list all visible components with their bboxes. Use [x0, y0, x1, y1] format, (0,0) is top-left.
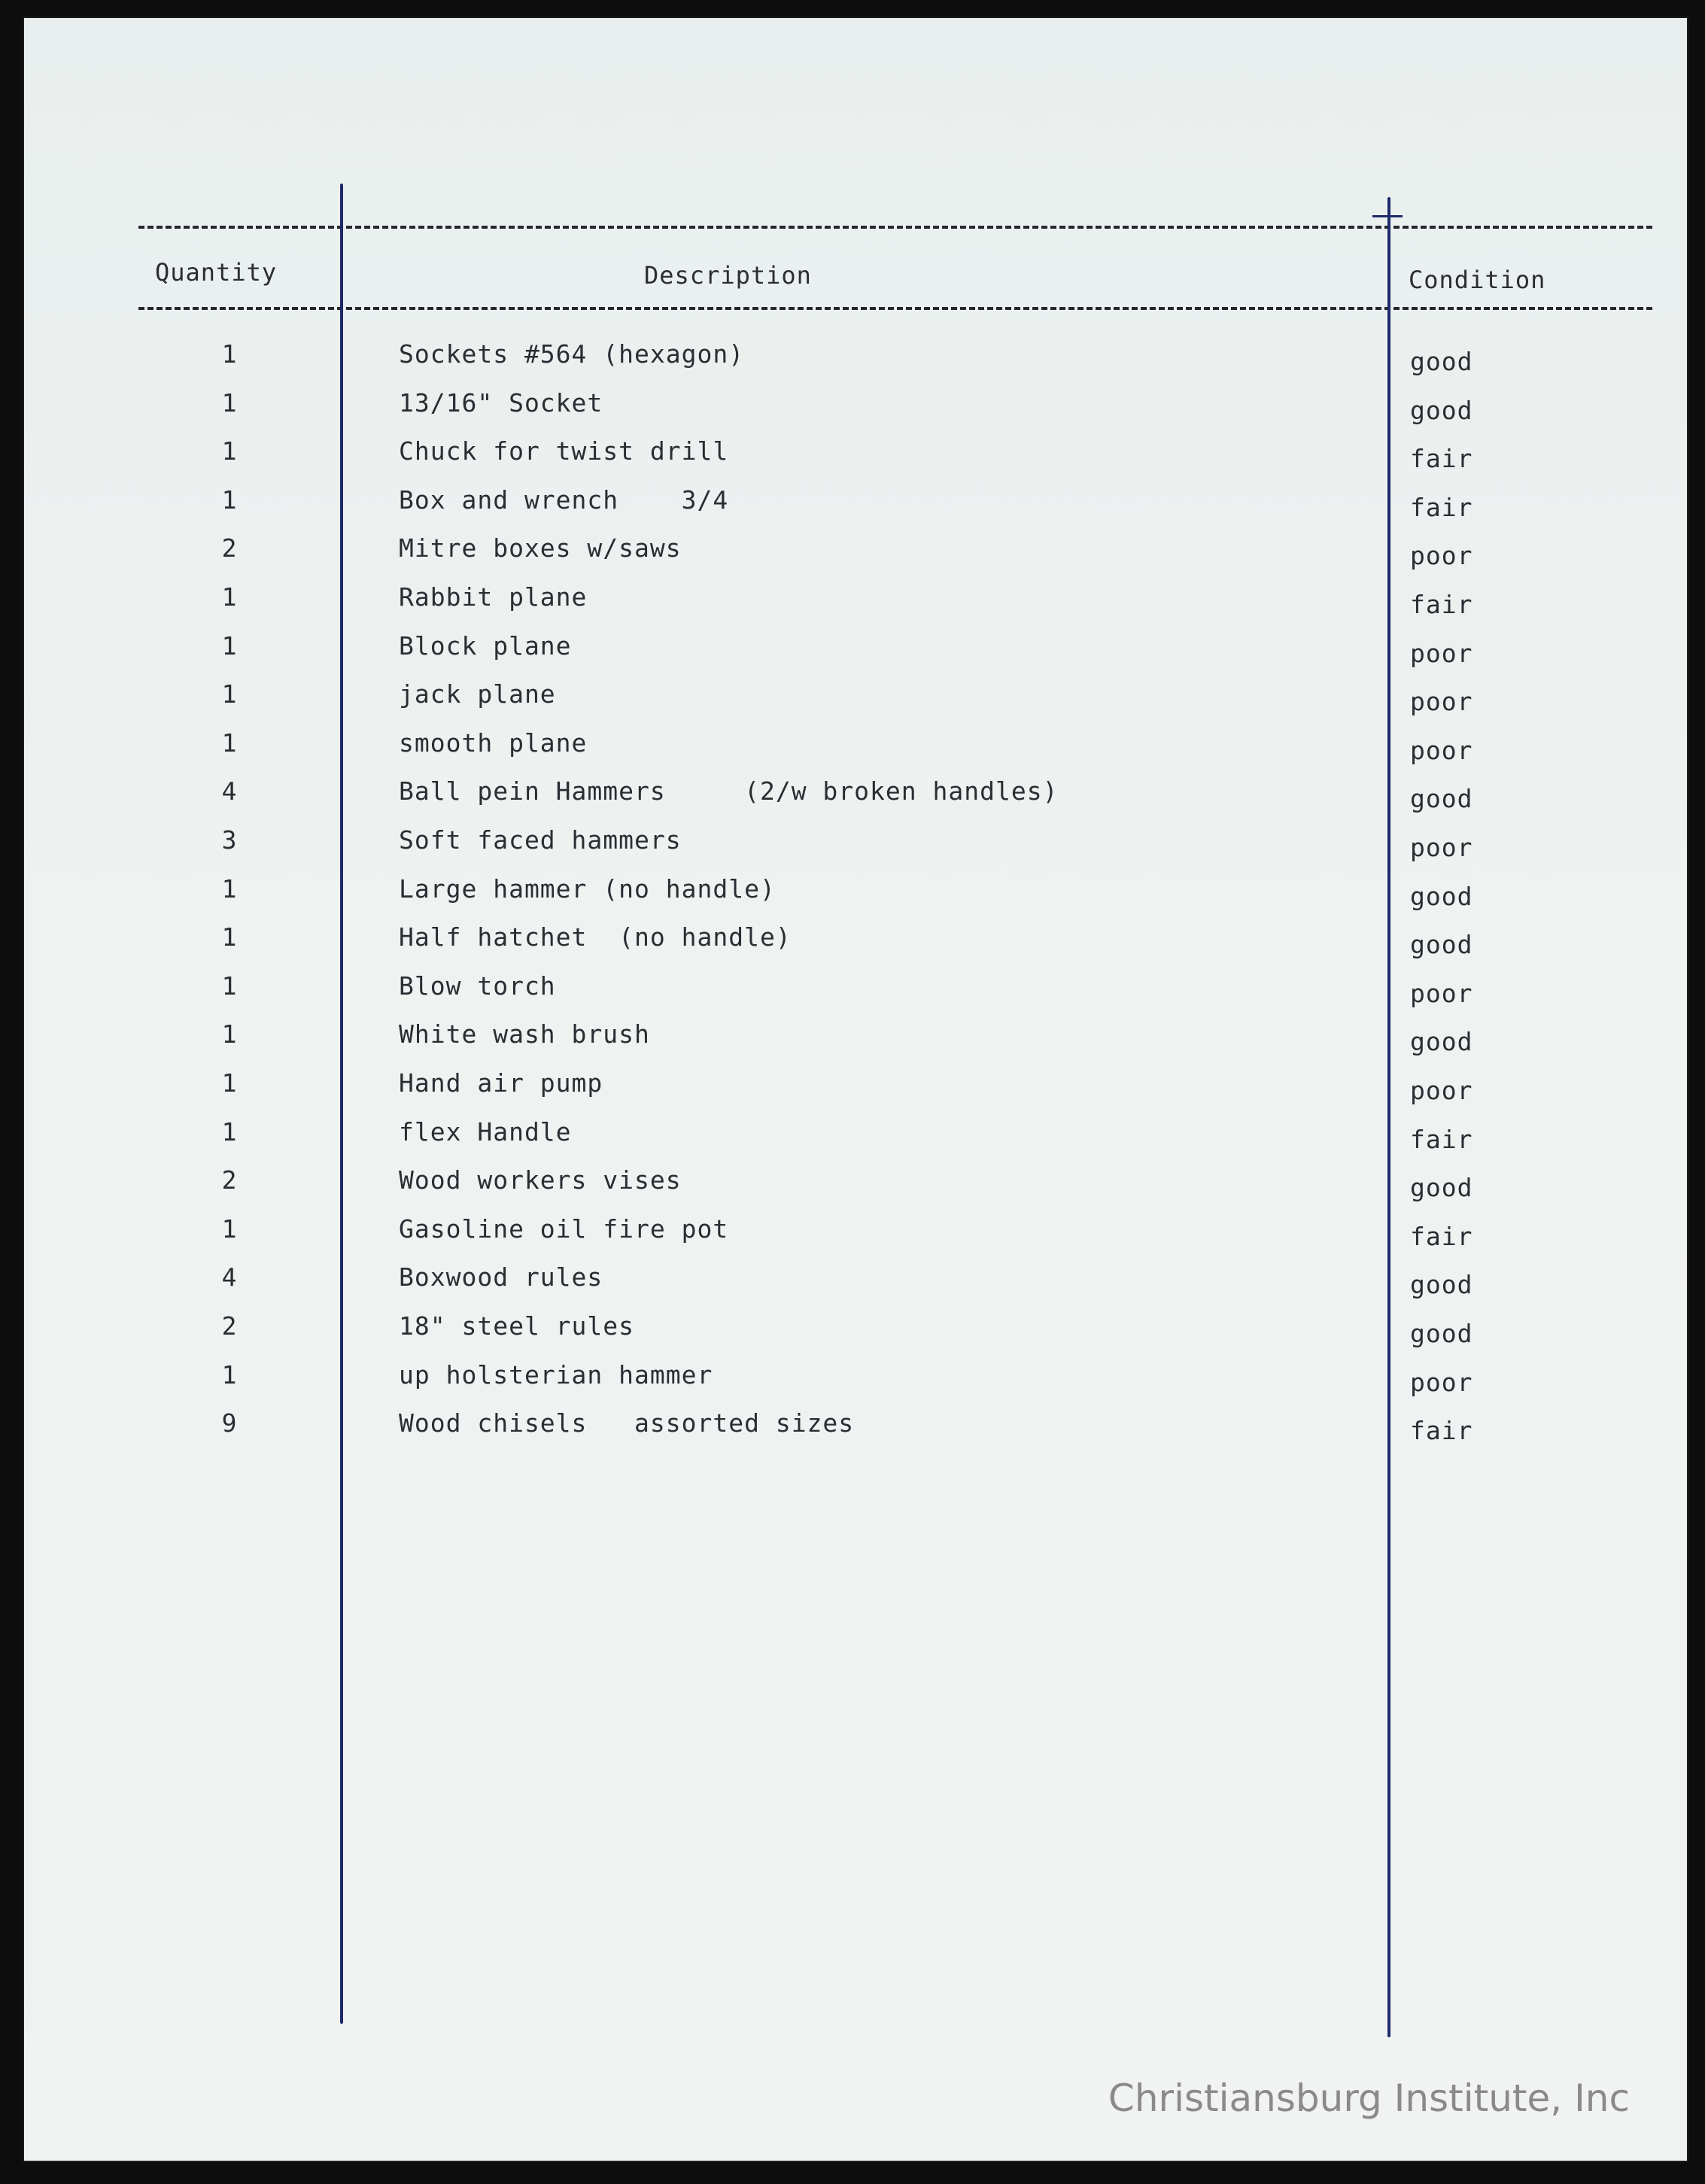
- document-page: [24, 18, 1687, 2161]
- row-quantity: 1: [221, 485, 238, 515]
- watermark: Christiansburg Institute, Inc: [1108, 2076, 1630, 2120]
- row-condition: poor: [1410, 1076, 1473, 1105]
- row-quantity: 1: [221, 388, 238, 418]
- row-description: 13/16" Socket: [399, 388, 603, 418]
- row-condition: good: [1410, 784, 1473, 813]
- row-quantity: 4: [221, 776, 238, 806]
- row-description: Rabbit plane: [399, 582, 588, 612]
- row-description: Sockets #564 (hexagon): [399, 339, 745, 369]
- row-condition: fair: [1410, 1125, 1473, 1154]
- row-quantity: 4: [221, 1262, 238, 1292]
- row-description: flex Handle: [399, 1117, 572, 1147]
- row-description: jack plane: [399, 679, 556, 709]
- row-condition: poor: [1410, 541, 1473, 570]
- row-condition: good: [1410, 347, 1473, 376]
- row-condition: good: [1410, 1027, 1473, 1056]
- row-condition: fair: [1410, 1416, 1473, 1445]
- header-bottom-rule: [138, 307, 1652, 310]
- row-quantity: 2: [221, 1165, 238, 1195]
- row-quantity: 1: [221, 339, 238, 369]
- row-description: Wood chisels assorted sizes: [399, 1408, 855, 1438]
- row-description: Half hatchet (no handle): [399, 922, 792, 952]
- row-description: Block plane: [399, 631, 572, 661]
- row-condition: fair: [1410, 1222, 1473, 1251]
- row-quantity: 1: [221, 679, 238, 709]
- row-quantity: 2: [221, 533, 238, 563]
- row-condition: good: [1410, 1319, 1473, 1348]
- row-condition: fair: [1410, 493, 1473, 522]
- header-top-rule: [138, 226, 1652, 229]
- row-condition: fair: [1410, 590, 1473, 619]
- header-description: Description: [644, 261, 812, 290]
- row-quantity: 3: [221, 825, 238, 855]
- row-quantity: 1: [221, 1360, 238, 1390]
- row-quantity: 1: [221, 582, 238, 612]
- row-condition: poor: [1410, 979, 1473, 1008]
- row-quantity: 1: [221, 922, 238, 952]
- row-quantity: 9: [221, 1408, 238, 1438]
- row-description: White wash brush: [399, 1019, 650, 1049]
- quantity-column-divider: [340, 184, 343, 2024]
- row-condition: poor: [1410, 639, 1473, 668]
- row-quantity: 1: [221, 1068, 238, 1098]
- row-condition: good: [1410, 930, 1473, 959]
- row-condition: poor: [1410, 736, 1473, 765]
- row-condition: good: [1410, 882, 1473, 911]
- row-condition: good: [1410, 396, 1473, 425]
- row-description: Mitre boxes w/saws: [399, 533, 682, 563]
- row-quantity: 2: [221, 1311, 238, 1341]
- row-description: Box and wrench 3/4: [399, 485, 729, 515]
- row-condition: poor: [1410, 687, 1473, 716]
- pen-mark: [1372, 215, 1403, 225]
- row-quantity: 1: [221, 874, 238, 904]
- row-description: Boxwood rules: [399, 1262, 603, 1292]
- header-quantity: Quantity: [155, 258, 278, 287]
- row-description: Hand air pump: [399, 1068, 603, 1098]
- row-quantity: 1: [221, 631, 238, 661]
- row-condition: good: [1410, 1270, 1473, 1299]
- row-quantity: 1: [221, 1117, 238, 1147]
- row-quantity: 1: [221, 971, 238, 1001]
- row-description: up holsterian hammer: [399, 1360, 713, 1390]
- header-condition: Condition: [1409, 266, 1546, 294]
- row-quantity: 1: [221, 436, 238, 466]
- row-condition: good: [1410, 1173, 1473, 1202]
- row-condition: poor: [1410, 833, 1473, 862]
- row-description: Large hammer (no handle): [399, 874, 776, 904]
- row-quantity: 1: [221, 1019, 238, 1049]
- condition-column-divider: [1387, 197, 1390, 2037]
- row-description: Soft faced hammers: [399, 825, 682, 855]
- row-description: Chuck for twist drill: [399, 436, 729, 466]
- row-quantity: 1: [221, 728, 238, 758]
- row-description: Ball pein Hammers (2/w broken handles): [399, 776, 1059, 806]
- row-description: smooth plane: [399, 728, 588, 758]
- row-condition: fair: [1410, 444, 1473, 473]
- row-condition: poor: [1410, 1368, 1473, 1397]
- row-quantity: 1: [221, 1214, 238, 1244]
- row-description: Blow torch: [399, 971, 556, 1001]
- row-description: 18" steel rules: [399, 1311, 635, 1341]
- row-description: Gasoline oil fire pot: [399, 1214, 729, 1244]
- row-description: Wood workers vises: [399, 1165, 682, 1195]
